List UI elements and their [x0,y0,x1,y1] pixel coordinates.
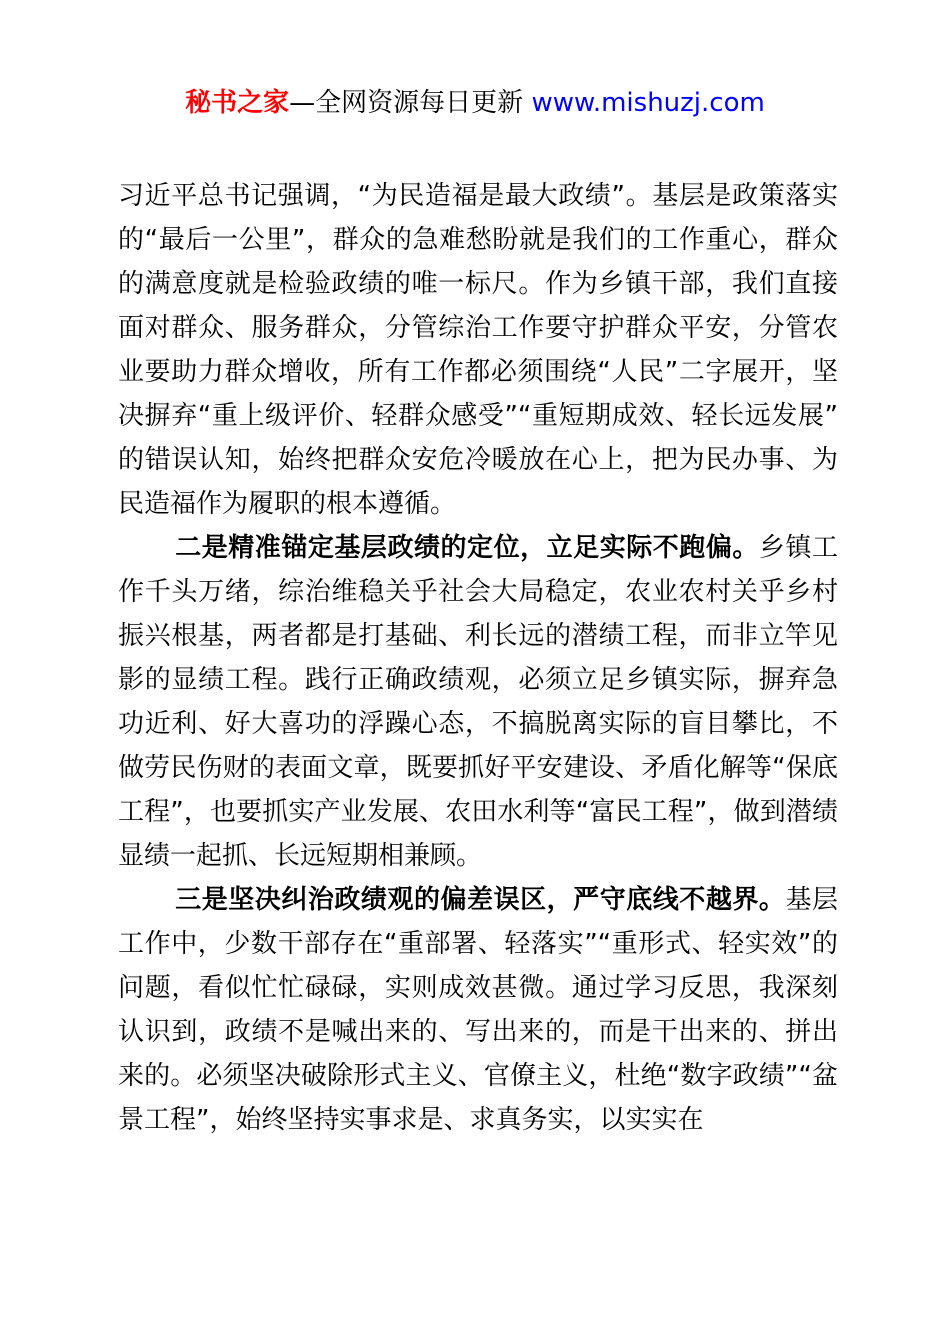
paragraph-1 [118,174,838,526]
paragraph-2-text: 乡镇工作千头万绪，综治维稳关乎社会大局稳定，农业农村关乎乡村振兴根基，两者都是打基础、利长远的潜绩工程，而非立竿见影的显绩工程。践行正确政绩观，必须立足乡镇实际，摒弃急功近利、好大喜功的浮躁心态，不搞脱离实际的盲目攀比，不做劳民伤财的表面文章，既要抓好平安建设、矛盾化解等“保底工程”，也要抓实产业发展、农田水利等“富民工程”，做到潜绩显绩一起抓、长远短期相兼顾。 [118,533,838,871]
site-url-link[interactable]: www.mishuzj.com [531,88,765,118]
paragraph-2 [118,526,838,878]
site-header [0,0,950,118]
paragraph-2-lead: 二是精准锚定基层政绩的定位，立足实际不跑偏。 [175,533,759,563]
paragraph-1-text: 习近平总书记强调，“为民造福是最大政绩”。基层是政策落实的“最后一公里”，群众的急难愁盼就是我们的工作重心，群众的满意度就是检验政绩的唯一标尺。作为乡镇干部，我们直接面对群众、服务群众，分管综治工作要守护群众平安，分管农业要助力群众增收，所有工作都必须围绕“人民”二字展开，坚决摒弃“重上级评价、轻群众感受”“重短期成效、轻长远发展”的错误认知，始终把群众安危冷暖放在心上，把为民办事、为民造福作为履职的根本遵循。 [118,181,838,519]
paragraph-3 [118,878,838,1142]
paragraph-3-text: 基层工作中，少数干部存在“重部署、轻落实”“重形式、轻实效”的问题，看似忙忙碌碌，实则成效甚微。通过学习反思，我深刻认识到，政绩不是喊出来的、写出来的，而是干出来的、拼出来的。必须坚决破除形式主义、官僚主义，杜绝“数字政绩”“盆景工程”，始终坚持实事求是、求真务实，以实实在 [118,885,838,1135]
site-tagline: —全网资源每日更新 [289,88,532,118]
site-brand: 秘书之家 [185,88,290,118]
paragraph-3-lead: 三是坚决纠治政绩观的偏差误区，严守底线不越界。 [175,885,786,915]
document-body [118,174,838,1142]
